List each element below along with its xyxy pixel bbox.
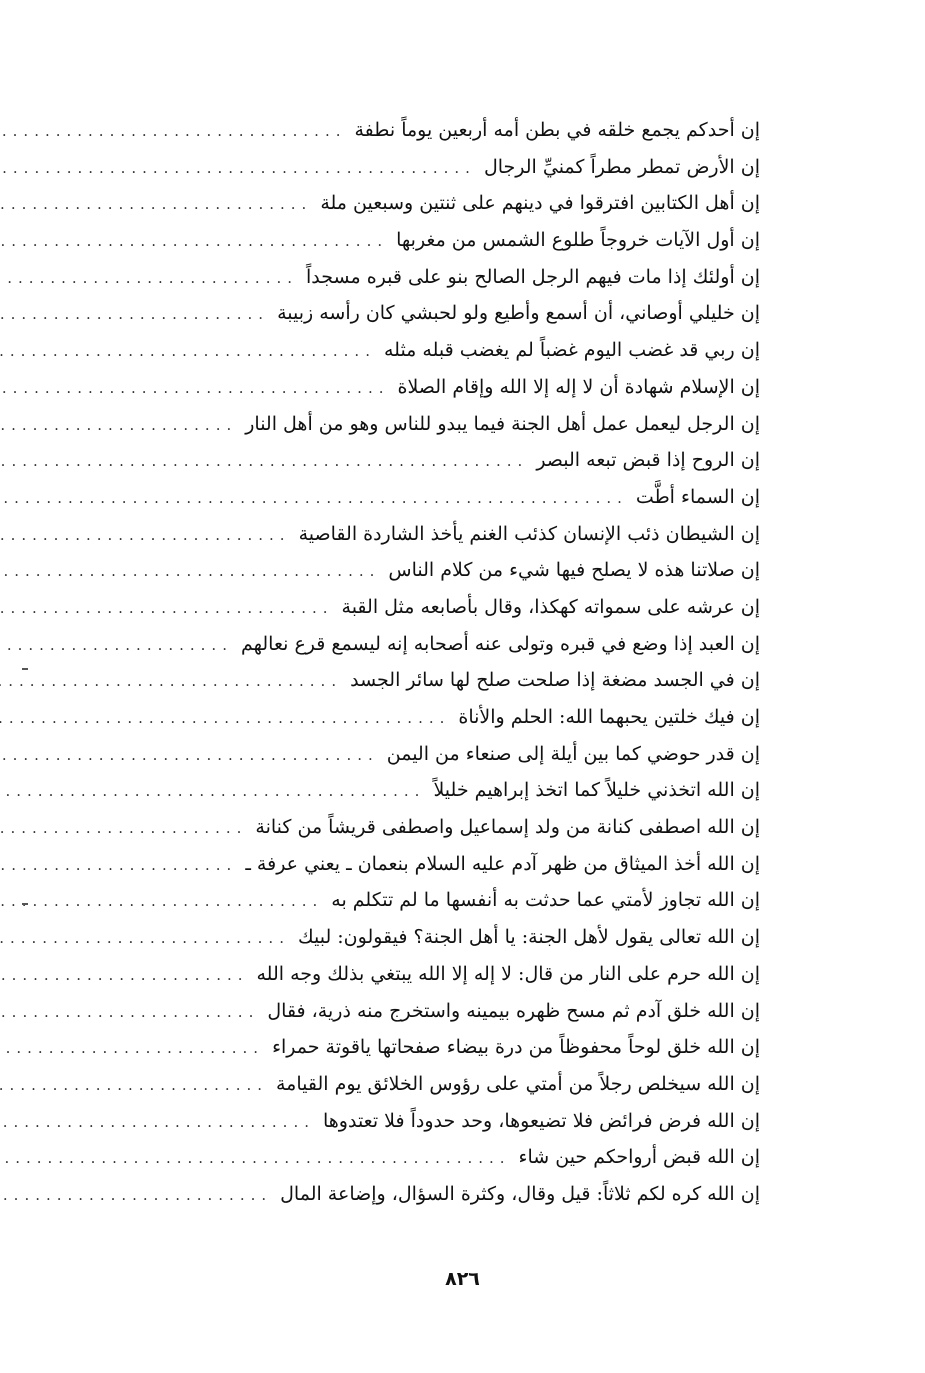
entry-text: إن خليلي أوصاني، أن أسمع وأطيع ولو لحبشي كان رأسه زبيبة (277, 302, 760, 325)
dot-leader (0, 150, 476, 187)
entry-text: إن الشيطان ذئب الإنسان كذئب الغنم يأخذ الشاردة القاصية (298, 522, 760, 545)
dot-leader (0, 333, 376, 370)
dot-leader (0, 1067, 268, 1104)
entry-text: إن أول الآيات خروجاً طلوع الشمس من مغربها (396, 229, 760, 252)
index-entry (80, 919, 760, 956)
index-entry (80, 626, 760, 663)
dot-leader (0, 663, 342, 700)
index-entry (80, 1103, 760, 1140)
dot-leader (0, 370, 389, 407)
dot-leader (0, 1177, 272, 1214)
index-entry (80, 552, 760, 589)
entry-text: إن الله كره لكم ثلاثاً: قيل وقال، وكثرة السؤال، وإضاعة المال (280, 1182, 760, 1205)
entry-text: إن الله حرم على النار من قال: لا إله إلا الله يبتغي بذلك وجه الله (256, 962, 760, 985)
dot-leader (0, 590, 334, 627)
dot-leader (0, 407, 237, 444)
entry-text: إن الله اصطفى كنانة من ولد إسماعيل واصطفى قريشاً من كنانة (255, 816, 760, 839)
entry-text: إن العبد إذا وضع في قبره وتولى عنه أصحابه إنه ليسمع قرع نعالهم (240, 632, 760, 655)
index-entry (80, 1029, 760, 1066)
dot-leader (0, 443, 528, 480)
entry-text: إن الله اتخذني خليلاً كما اتخذ إبراهيم خليلاً (433, 779, 760, 802)
entry-text: إن الله خلق لوحاً محفوظاً من درة بيضاء صفحاتها ياقوتة حمراء (272, 1036, 760, 1059)
index-entry (80, 699, 760, 736)
entry-text: إن الله تعالى يقول لأهل الجنة: يا أهل الجنة؟ فيقولون: لبيك (297, 926, 760, 949)
dot-leader (0, 773, 425, 810)
margin-mark (22, 903, 28, 905)
entry-text: إن أولئك إذا مات فيهم الرجل الصالح بنو على قبره مسجداً (306, 265, 760, 288)
hadith-index-list (80, 112, 760, 1213)
index-entry (80, 809, 760, 846)
entry-text: إن قدر حوضي كما بين أيلة إلى صنعاء من اليمن (386, 742, 760, 765)
entry-text: إن عرشه على سمواته كهكذا، وقال بأصابعه مثل القبة (341, 595, 760, 618)
index-entry (80, 406, 760, 443)
index-entry (80, 589, 760, 626)
entry-text: إن الأرض تمطر مطراً كمنيِّ الرجال (483, 155, 760, 178)
entry-text: إن الله تجاوز لأمتي عما حدثت به أنفسها ما لم تتكلم به (331, 889, 760, 912)
entry-text: إن الرجل ليعمل عمل أهل الجنة فيما يبدو للناس وهو من أهل النار (245, 412, 760, 435)
index-entry (80, 369, 760, 406)
dot-leader (0, 223, 388, 260)
entry-text: إن الإسلام شهادة أن لا إله إلا الله وإقام الصلاة (397, 375, 760, 398)
index-entry (80, 956, 760, 993)
entry-text: إن الله سيخلص رجلاً من أمتي على رؤوس الخلائق يوم القيامة (276, 1072, 760, 1095)
dot-leader (0, 627, 233, 664)
index-entry (80, 1176, 760, 1213)
index-entry (80, 1066, 760, 1103)
dot-leader (0, 186, 312, 223)
dot-leader (0, 260, 298, 297)
dot-leader (0, 553, 380, 590)
entry-text: إن صلاتنا هذه لا يصلح فيها شيء من كلام الناس (388, 559, 760, 582)
index-entry (80, 442, 760, 479)
dot-leader (0, 296, 269, 333)
page-number: ٨٢٦ (445, 1268, 480, 1290)
index-entry (80, 993, 760, 1030)
entry-text: إن فيك خلتين يحبهما الله: الحلم والأناة (458, 706, 760, 728)
index-entry (80, 332, 760, 369)
dot-leader (0, 847, 237, 884)
entry-text: إن الله خلق آدم ثم مسح ظهره بيمينه واستخرج منه ذرية، فقال (267, 999, 760, 1022)
dot-leader (0, 920, 290, 957)
dot-leader (0, 957, 249, 994)
entry-text: إن أحدكم يجمع خلقه في بطن أمه أربعين يوماً نطفة (354, 119, 760, 141)
dot-leader (0, 1104, 315, 1141)
margin-mark (22, 668, 28, 670)
index-entry (80, 516, 760, 553)
index-entry (80, 846, 760, 883)
dot-leader (0, 883, 323, 920)
dot-leader (0, 113, 346, 150)
index-entry (80, 185, 760, 222)
index-entry (80, 882, 760, 919)
entry-text: إن الله قبض أرواحكم حين شاء (518, 1146, 760, 1169)
index-entry (80, 112, 760, 149)
dot-leader (0, 1030, 264, 1067)
index-entry (80, 149, 760, 186)
entry-text: إن أهل الكتابين افترقوا في دينهم على ثنتين وسبعين ملة (320, 192, 760, 215)
dot-leader (0, 810, 247, 847)
entry-text: إن ربي قد غضب اليوم غضباً لم يغضب قبله مثله (383, 339, 760, 362)
entry-text: إن الله أخذ الميثاق من ظهر آدم عليه السلام بنعمان ـ يعني عرفة ـ (245, 852, 760, 875)
index-entry (80, 479, 760, 516)
dot-leader (0, 994, 259, 1031)
dot-leader (0, 517, 291, 554)
index-entry (80, 736, 760, 773)
index-entry (80, 259, 760, 296)
index-entry (80, 662, 760, 699)
entry-text: إن الله فرض فرائض فلا تضيعوها، وحد حدوداً فلا تعتدوها (322, 1109, 760, 1132)
dot-leader (0, 700, 450, 737)
entry-text: إن في الجسد مضغة إذا صلحت صلح لها سائر الجسد (350, 669, 760, 692)
index-entry (80, 295, 760, 332)
index-entry (80, 772, 760, 809)
dot-leader (0, 480, 628, 517)
entry-text: إن السماء أطَّت (635, 485, 760, 508)
entry-text: إن الروح إذا قبض تبعه البصر (536, 449, 760, 472)
index-entry (80, 222, 760, 259)
dot-leader (0, 737, 379, 774)
index-entry (80, 1139, 760, 1176)
dot-leader (0, 1140, 511, 1177)
